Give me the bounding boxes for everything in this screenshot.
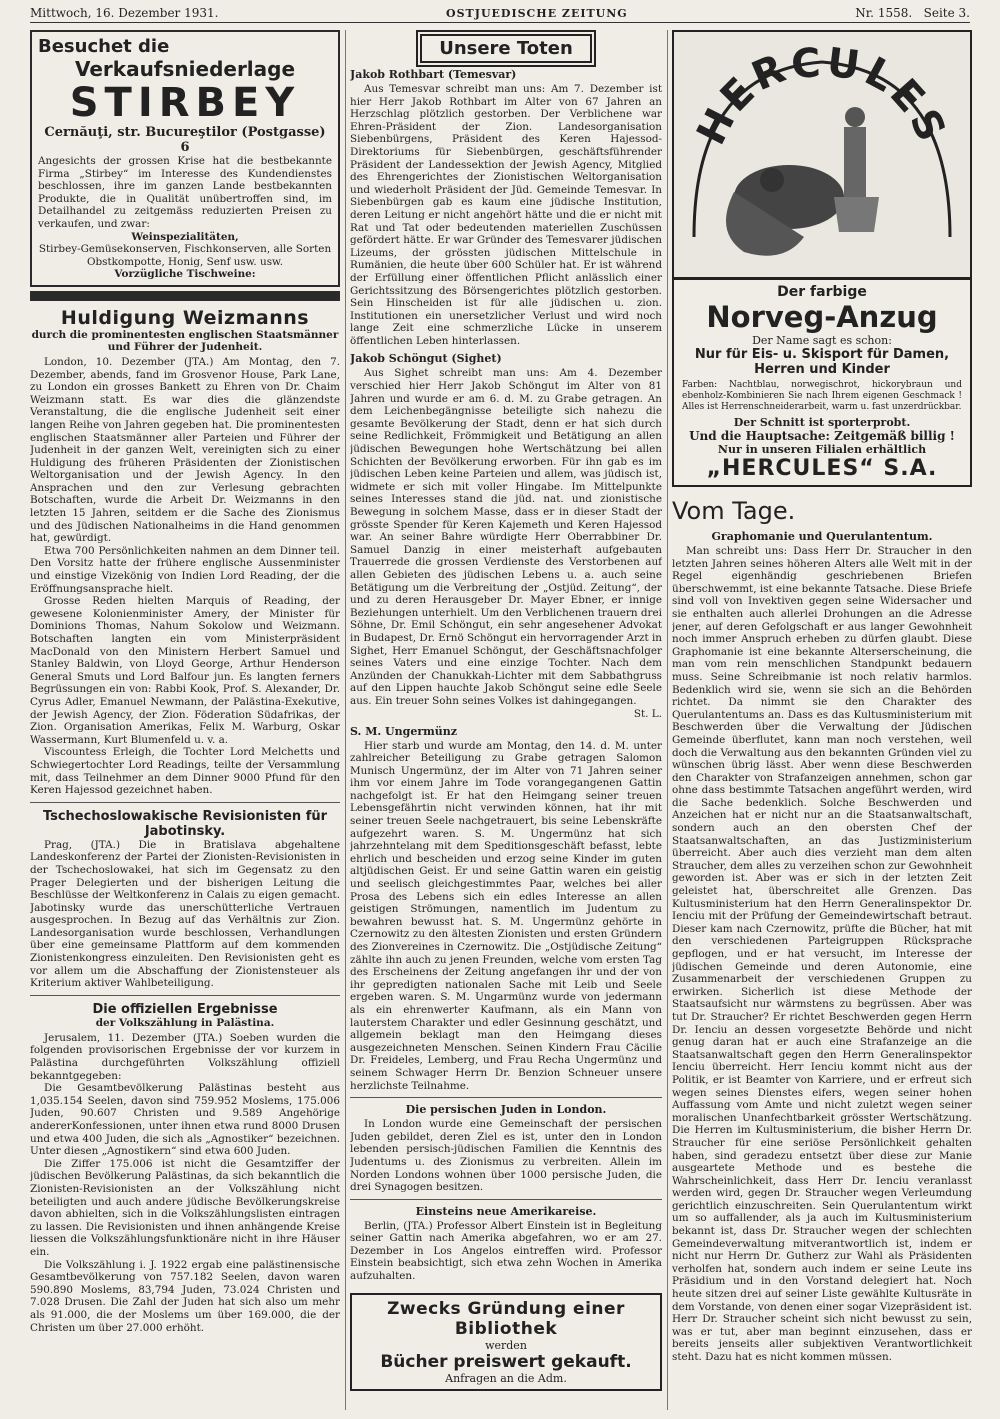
weizmann-subtitle: durch die prominentesten englischen Staatsmänner und Führer der Judenheit. xyxy=(31,328,339,353)
weizmann-p4: Viscountess Erleigh, die Tochter Lord Melchetts und Schwiegertochter Lord Readings, teilte der Versammlung mit, dass Teilnehmer an dem Dinner 9000 Pfund für den Keren Hajessod gezeichnet haben. xyxy=(30,746,340,797)
bibliothek-line3: Bücher preiswert gekauft. xyxy=(380,1351,632,1372)
revisionisten-p1: Prag, (JTA.) Die in Bratislava abgehaltene Landeskonferenz der Partei der Zionisten-Revisionisten in der Tschechoslowakei, hat sich im Gegensatz zu den Prager Delegierten und der bisherigen Leitung die Beschlüsse der Weltkonferenz in Calais zu eigen gemacht. Jabotinsky wurde das unerschütterliche Vertrauen ausgesprochen. In Bezug auf das Verhältnis zur Zion. Landesorganisation wurde beschlossen, Verhandlungen über eine gemeinsame Plattform auf dem kommenden Zionistenkongress einzuleiten. Den Revisionisten geht es vor allem um die Abschaffung der Zionistensteuer als Kriterium aktiver Wahlbeteiligung. xyxy=(30,838,340,990)
volkszaehlung-title: Die offiziellen Ergebnisse xyxy=(92,1001,278,1017)
norveg-line7: Und die Hauptsache: Zeitgemäß billig ! xyxy=(689,429,955,443)
einstein-title: Einsteins neue Amerikareise. xyxy=(415,1204,597,1218)
column-left xyxy=(30,30,340,1334)
schoengut-signature: St. L. xyxy=(633,707,662,720)
hercules-logo-graphic xyxy=(674,32,970,277)
weizmann-p1: London, 10. Dezember (JTA.) Am Montag, den 7. Dezember, abends, fand im Grosvenor House, Park Lane, zu London ein grosses Bankett zu Ehren von Dr. Chaim Weizmann statt. Es war dies die glänzendste Veranstaltung, die die englische Judenheit seit einer langen Reihe von Jahren gegeben hat. Die prominentesten englischen Staatsmänner aller Parteien und Führer der Judenheit in der ganzen Welt, vereinigten sich zu einer Huldigung des früheren Präsidenten der Zionistischen Weltorganisation und der Jewish Agency. In den Ansprachen und den zur Verlesung gebrachten Botschaften, wurde die Arbeit Dr. Weizmanns in den letzten 15 Jahren, seitdem er die Sache des Zionismus und des Jüdischen Nationalheims in die Hand genommen hat, gewürdigt. xyxy=(30,355,340,545)
svg-text:HERCULES xyxy=(688,40,956,152)
stirbey-item1: Weinspezialitäten, xyxy=(131,230,239,243)
rothbart-text: Aus Temesvar schreibt man uns: Am 7. Dezember ist hier Herr Jakob Rothbart im Alter von 67 Jahren an Herzschlag plötzlich gestorben. Der Verblichene war Ehren-Präsident der Zion. Landesorganisation Siebenbürgens, Präsident des Keren Hajessod-Direktoriums für Siebenbürgen, geschäftsführender Präsident der Landessektion der Jewish Agency, Mitglied des Ehrengerichtes der Zionistischen Weltorganisation und wiederholt Präsident der Jüd. Gemeinde Temesvar. In Siebenbürgen gab es kaum eine jüdische Institution, deren Leitung er nicht angehört hätte und die er nicht mit Rat und Tat oder bedeutenden materiellen Zuschüssen gefördert hätte. Er war Gründer des Temesvarer jüdischen Lizeums, der grössten jüdischen Mittelschule in Rumänien, die heute über 600 Schüler hat. Er ist während der Erfüllung einer öffentlichen Pflicht anlässlich einer Gerichtssitzung des Börsengerichtes plötzlich gestorben. Sein Hinscheiden ist für alle jüdischen u. zion. Institutionen ein unersetzlicher Verlust und wird noch lange Zeit eine schmerzliche Lücke in unserem öffentlichen Leben hinterlassen. xyxy=(350,83,662,347)
hercules-ad xyxy=(672,30,972,487)
bibliothek-line2: werden xyxy=(485,1338,527,1352)
column-middle xyxy=(350,30,662,1391)
hercules-illustration xyxy=(674,32,970,277)
ungermuenz-text: Hier starb und wurde am Montag, den 14. d. M. unter zahlreicher Beteiligung zu Grabe getragen Salomon Munisch Ungermünz, der im Alter von 71 Jahren seiner ihm vor einem Jahre im Tode vorangegangenen Gattin nachgefolgt ist. Er hat den Heimgang seiner treuen Lebensgefährtin nicht verwinden können, hat ihr mit seiner treuen Seele nachgetrauert, bis seine Lebenskräfte aufgezehrt waren. S. M. Ungermünz hat sich jahrzehntelang mit dem Speditionsgeschäft befasst, lebte ehrlich und bescheiden und erzog seine Kinder im guten altjüdischen Geist. Er und seine Gattin waren ein geistig und seelisch gleichgestimmtes Paar, welches bei aller Prosa des Lebens sich ein edles Interesse an allen geistigen Strömungen, namentlich im Judentum zu bewahren bewusst hat. S. M. Ungermünz gehörte in Czernowitz zu den ältesten Zionisten und ersten Gründern des Zionvereines in Czernowitz. Die „Ostjüdische Zeitung“ zählte ihn auch zu jenen Freunden, welche vom ersten Tag des Erscheinens der Zeitung angefangen ihr und der von ihr gepredigten nationalen Sache mit Leib und Seele ergeben waren. S. M. Ungarmünz wurde von jedermann als ein ehrenwerter Kaufmann, als ein Mann von lauterstem Charakter und edler Gesinnung geschätzt, und allgemein beklagt man den Heimgang dieses ausgezeichneten Menschen. Seinen Kindern Frau Cäcilie Dr. Freideles, Lemberg, und Frau Recha Ungermünz und seinem Schwager Herrn Dr. Benzion Schneuer unsere herzlichste Teilnahme. xyxy=(350,739,662,1092)
stirbey-item2: Stirbey-Gemüsekonserven, Fischkonserven, alle Sorten Obstkompotte, Honig, Senf usw. usw. xyxy=(38,243,332,268)
toten-title: Unsere Toten xyxy=(420,34,592,63)
stirbey-item3: Vorzügliche Tischweine: xyxy=(114,268,256,281)
divider-line xyxy=(30,995,340,996)
volkszaehlung-p3: Die Ziffer 175.006 ist nicht die Gesamtziffer der jüdischen Bevölkerung Palästinas, da sich bekanntlich die Zionisten-Revisionisten an der Volkszählung nicht beteiligten und auch andere jüdische Bevölkerungskreise davon abhielten, sich in die Volkszählungslisten eintragen zu lassen. Die Revisionisten und ihnen anhängende Kreise liessen die Volkszählungsfunktionäre nicht in ihre Häuser ein. xyxy=(30,1157,340,1258)
header-paper-name: OSTJUEDISCHE ZEITUNG xyxy=(446,6,628,20)
header-date: Mittwoch, 16. Dezember 1931. xyxy=(30,6,219,20)
stirbey-ad xyxy=(30,30,340,287)
schoengut-heading: Jakob Schöngut (Sighet) xyxy=(350,352,502,366)
volkszaehlung-p4: Die Volkszählung i. J. 1922 ergab eine palästinensische Gesamtbevölkerung von 757.182 Seelen, davon waren 590.890 Moslems, 83,794 Juden, 73.024 Christen und 7.028 Drusen. Die Zahl der Juden hat sich also um mehr als 91.000, die der Moslems um über 169.000, die der Christen um über 27.000 erhöht. xyxy=(30,1258,340,1334)
bibliothek-line1: Zwecks Gründung einer Bibliothek xyxy=(387,1298,625,1339)
stirbey-brand: STIRBEY xyxy=(69,80,301,126)
stirbey-line1: Besuchet die xyxy=(38,36,170,57)
column-rule-left xyxy=(345,30,346,1410)
vom-tage-heading: Graphomanie und Querulantentum. xyxy=(711,530,933,543)
persische-title: Die persischen Juden in London. xyxy=(405,1103,607,1117)
norveg-brand: „HERCULES“ S.A. xyxy=(706,456,938,481)
rothbart-heading: Jakob Rothbart (Temesvar) xyxy=(350,68,517,81)
page-header xyxy=(30,4,970,23)
norveg-line4: Nur für Eis- u. Skisport für Damen, Herren und Kinder xyxy=(694,347,950,377)
hercules-logo-text: HERCULES xyxy=(688,39,956,153)
stirbey-line2: Verkaufsniederlage xyxy=(74,57,296,81)
volkszaehlung-p1: Jerusalem, 11. Dezember (JTA.) Soeben wurden die folgenden provisorischen Ergebnisse der vor kurzem in Palästina durchgeführten Volkszählung offiziell bekanntgegeben: xyxy=(30,1031,340,1082)
weizmann-title: Huldigung Weizmanns xyxy=(60,306,310,329)
weizmann-p3: Grosse Reden hielten Marquis of Reading, der gewesene Kolonienminister Amery, der Minister für Dominions Thomas, Nahum Sokolow und Weizmann. Botschaften langten ein vom Ministerpräsident MacDonald von den Ministern Herbert Samuel und Stanley Baldwin, von Lloyd George, Arthur Henderson General Smuts und Lord Balfour jun. Es langten ferners Begrüssungen ein von: Rabbi Kook, Prof. S. Alexander, Dr. Cyrus Adler, Emanuel Newmann, der Palästina-Exekutive, der Jewish Agency, der Zion. Föderation Südafrikas, der Zion. Organisation Amerikas, Felix M. Warburg, Oskar Wassermann, Kurt Blumenfeld u. v. a. xyxy=(30,595,340,746)
persische-text: In London wurde eine Gemeinschaft der persischen Juden gebildet, deren Ziel es ist, unter den in London lebenden persisch-jüdischen Familien die Kenntnis des Judentums u. des Zionismus zu verbreiten. Allein im Norden Londons wohnen über 1000 persische Juden, die drei Synagogen besitzen. xyxy=(350,1118,662,1194)
divider-line xyxy=(350,1097,662,1098)
vom-tage-title: Vom Tage. xyxy=(672,497,796,525)
column-rule-right xyxy=(667,30,668,1410)
norveg-line8: Nur in unseren Filialen erhältlich xyxy=(717,443,927,456)
schoengut-text: Aus Sighet schreibt man uns: Am 4. Dezember verschied hier Herr Jakob Schöngut im Alter von 81 Jahren und wurde er am 6. d. M. zu Grabe getragen. An dem Leichenbegängnisse beteiligte sich nahezu die gesamte Bevölkerung der Stadt, denn er hat sich durch seine Redlichkeit, Frömmigkeit und Betätigung an allen jüdischen Bewegungen hohe Wertschätzung bei allen Schichten der Bevölkerung erworben. Für ihn gab es im jüdischen Leben keine Parteien und allem, was jüdisch ist, widmete er sich mit voller Hingabe. Im Mittelpunkte seines Interesses stand die jüd. nat. und zionistische Bewegung in solchem Masse, dass er in dieser Stadt der grösste Spender für Keren Kajemeth und Keren Hajessod war. An seiner Bahre würdigte Herr Oberrabbiner Dr. Samuel Danzig in einer meisterhaft aufgebauten Trauerrede die grossen Verdienste des Verstorbenen auf allen Gebieten des jüdischen Lebens u. a. auch seine Betätigung um die Verbreitung der „Ostjüd. Zeitung“, der und zu deren Herausgeber Dr. Mayer Ebner, er innige Beziehungen unterhielt. Um den Verblichenen trauern drei Söhne, Dr. Emil Schöngut, ein sehr angesehener Advokat in Budapest, Dr. Ernö Schöngut ein hervorragender Arzt in Sighet, Herr Emanuel Schöngut, der Geschäftsnachfolger seines Vaters und eine einzige Tochter. Nach dem Anzünden der Chanukkah-Lichter mit dem Sabbathgruss auf den Lippen hauchte Jakob Schöngut seine edle Seele aus. Ein treuer Sohn seines Volkes ist dahingegangen. xyxy=(350,367,662,707)
volkszaehlung-p2: Die Gesamtbevölkerung Palästinas besteht aus 1,035.154 Seelen, davon sind 759.952 Moslems, 175.006 Juden, 90.607 Christen und 9.589 Angehörige andererKonfessionen, unter ihnen etwa rund 8000 Drusen und etwa 400 Juden, die sich als „Agnostiker“ bezeichnen. Unter diesen „Agnostikern“ sind etwa 600 Juden. xyxy=(30,1082,340,1158)
norveg-ad xyxy=(674,277,970,485)
norveg-line5: Farben: Nachtblau, norwegischrot, hickorybraun und ebenholz-Kombinieren Sie nach Ihrem eigenen Geschmack ! Alles ist Herrenschneiderarbeit, warm u. fast unzerdrückbar. xyxy=(682,380,962,412)
bibliothek-line4: Anfragen an die Adm. xyxy=(445,1371,567,1385)
stirbey-address: Cernăuţi, str. Bucureştilor (Postgasse) 6 xyxy=(44,125,326,155)
column-right xyxy=(672,30,972,1364)
weizmann-p2: Etwa 700 Persönlichkeiten nahmen an dem Dinner teil. Den Vorsitz hatte der frühere englische Aussenminister und einstige Vizekönig von Indien Lord Reading, der die Eröffnungsansprache hielt. xyxy=(30,544,340,595)
divider-line xyxy=(30,802,340,803)
header-issue-page: Nr. 1558. Seite 3. xyxy=(855,6,970,20)
einstein-text: Berlin, (JTA.) Professor Albert Einstein ist in Begleitung seiner Gattin nach Amerika abgefahren, wo er am 27. Dezember in Los Angelos eintreffen wird. Professor Einstein beabsichtigt, sich etwa zehn Wochen in Amerika aufzuhalten. xyxy=(350,1219,662,1283)
revisionisten-title: Tschechoslowakische Revisionisten für Jabotinsky. xyxy=(42,808,328,839)
stirbey-body: Angesichts der grossen Krise hat die bestbekannte Firma „Stirbey“ im Interesse des Kundendienstes beschlossen, ihre im ganzen Lande bestbekannten Produkte, die in Qualität unübertroffen sind, im Detailhandel zu zeitgemäss reduzierten Preisen zu verkaufen, und zwar: xyxy=(38,155,332,230)
vom-tage-text: Man schreibt uns: Dass Herr Dr. Straucher in den letzten Jahren seines höheren Alters alle Welt mit in der Regel eigenhändig geschriebenen Briefen überschwemmt, ist eine bekannte Tatsache. Diese Briefe sind voll von Invektiven gegen seine Widersacher und sie enthalten auch allerlei Drohungen an die Adresse jener, auf deren Gefolgschaft er aus langer Gewohnheit noch immer Anspruch erheben zu dürfen glaubt. Diese Graphomanie ist eine bekannte Alterserscheinung, die man vom rein menschlichen Standpunkt bedauern muss. Seine Schreibmanie ist noch relativ harmlos. Bedenklich wird sie, wenn sie sich an die Behörden richtet. Da nimmt sie den Charakter des Querulantentums an. Dass es das Kultusministerium mit Beschwerden über die Verwaltung der Jüdischen Gemeinde überflutet, kann man noch verstehen, weil doch die Verwaltung aus den bekannten Gründen viel zu wünschen übrig lässt. Aber wenn diese Beschwerden den Charakter von Strafanzeigen annehmen, schon gar ohne dass bestimmte Tatsachen angeführt werden, wird die Sache bedenklich. Solche Beschwerden und Anzeichen hat er nicht nur an die Staatsanwaltschaft, sondern auch an den obersten Chef der Staatsanwaltschaften, an das Justizministerium überreicht. Aber auch dies verzieht man dem alten Straucher, dem alles zu verzeihen schon zur Gewohnheit geworden ist. Aber was er sich in der letzten Zeit geleistet hat, überschreitet alle Grenzen. Das Kultusministerium hat den Herrn Generalinspektor Dr. Ienciu mit der Prüfung der Gemeindewirtschaft betraut. Dieser kam nach Czernowitz, prüfte die Bücher, hat mit den verschiedenen Parteigruppen Rücksprache gepflogen, und er hat versucht, im Interesse der jüdischen Gemeinde und deren Autonomie, eine Zusammenarbeit der verschiedenen Gruppen zu erwirken. Sicherlich ist diese Methode der Staatsaufsicht nur wärmstens zu begrüssen. Aber was tut Dr. Straucher? Er richtet Beschwerden gegen Herrn Dr. Ienciu an dessen vorgesetzte Behörde und nicht genug daran hat er auch eine Strafanzeige an die Staatsanwaltschaft gegen den Herrn Generalinspektor Ienciu überreicht. Herr Ienciu kommt nicht aus der Politik, er ist Beamter von Karriere, und er erfreut sich wegen seines Dienstes eifers, wegen seiner hohen Auffassung vom Amte und nicht zuletzt wegen seiner moralischen Unanfechtbarkeit grösster Wertschätzung. Die Herren im Kultusministerium, die bisher Herrn Dr. Straucher für eine seriöse Persönlichkeit gehalten haben, sind geradezu entsetzt über diese zur Manie ausgeartete Methode und es bestehe die Wahrscheinlichkeit, dass Herr Dr. Ienciu veranlasst werden wird, gegen Dr. Straucher wegen Verleumdung gerichtlich einzuschreiten. Sein Querulantentum wirkt um so auffallender, als ja auch im Kultusministerium bekannt ist, dass Dr. Straucher wegen der schlechten Gemeindeverwaltung mitverantwortlich ist, indem er nicht nur Herrn Dr. Gutherz zur Wahl als Präsidenten verholfen hat, sondern auch indem er seine Leute ins Präsidium und in den Vorstand delegiert hat. Noch heute sitzen drei auf seiner Liste gewählte Kultusräte in dem Vorstande, von denen einer sogar Vizepräsident ist. Herr Dr. Straucher scheint sich nicht bewusst zu sein, was er tut, aber man beginnt einzusehen, dass er bereits jenseits aller subjektiven Verantwortlichkeit steht. Dazu hat es nicht kommen müssen. xyxy=(672,545,972,1363)
norveg-title: Norveg-Anzug xyxy=(706,300,938,334)
bibliothek-ad xyxy=(350,1293,662,1391)
ungermuenz-heading: S. M. Ungermünz xyxy=(350,724,458,738)
norveg-line6: Der Schnitt ist sporterprobt. xyxy=(733,416,911,429)
volkszaehlung-subtitle: der Volkszählung in Palästina. xyxy=(95,1016,275,1029)
norveg-line1: Der farbige xyxy=(777,284,867,300)
divider-bar xyxy=(30,291,340,301)
norveg-line3: Der Name sagt es schon: xyxy=(752,334,892,347)
divider-line xyxy=(350,1199,662,1200)
